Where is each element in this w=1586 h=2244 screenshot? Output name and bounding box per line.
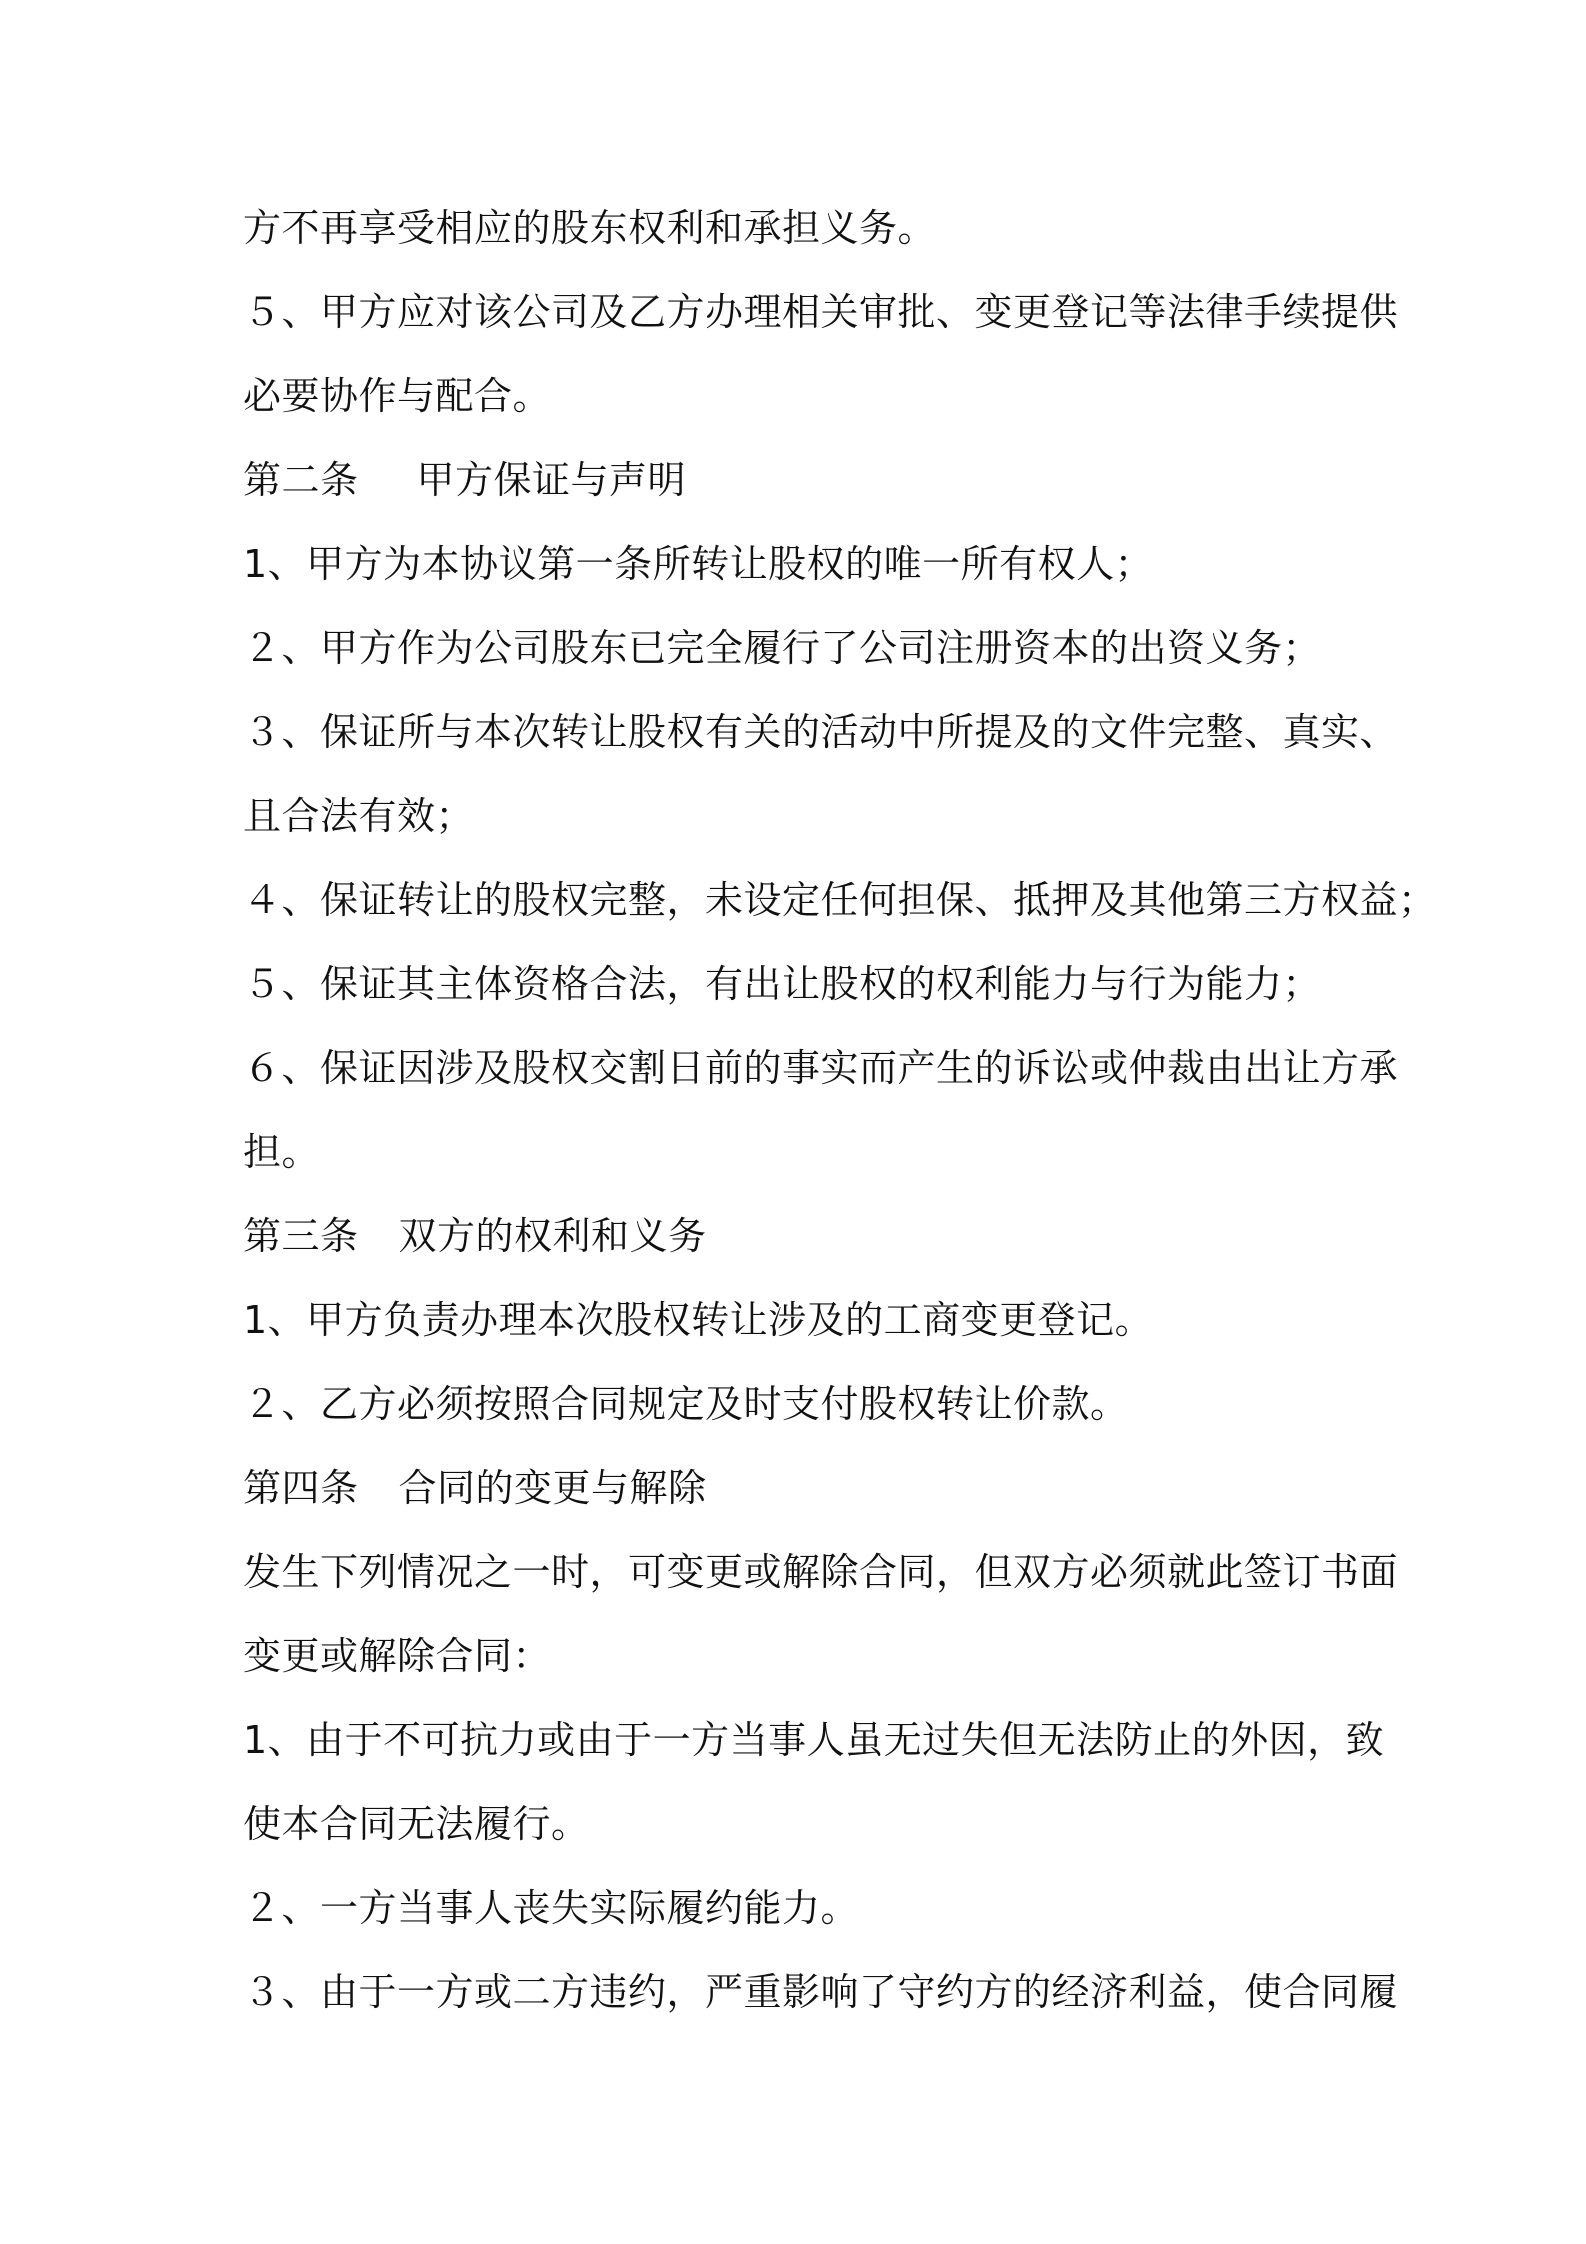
article-heading-4 — [243, 1465, 1373, 1511]
list-item: ２、甲方作为公司股东已完全履行了公司注册资本的出资义务； — [243, 626, 1322, 670]
paragraph-line: 使本合同无法履行。 — [243, 1802, 590, 1846]
list-item: ６、保证因涉及股权交割日前的事实而产生的诉讼或仲裁由出让方承 — [243, 1046, 1399, 1090]
list-item: ３、由于一方或二方违约，严重影响了守约方的经济利益，使合同履 — [243, 1970, 1399, 2014]
paragraph-line: 发生下列情况之一时，可变更或解除合同，但双方必须就此签订书面 — [243, 1550, 1399, 1594]
list-item: ２、乙方必须按照合同规定及时支付股权转让价款。 — [243, 1382, 1129, 1426]
article-heading-3 — [243, 1213, 1373, 1259]
list-item: ３、保证所与本次转让股权有关的活动中所提及的文件完整、真实、 — [243, 710, 1399, 754]
paragraph-line: ５、甲方应对该公司及乙方办理相关审批、变更登记等法律手续提供 — [243, 290, 1399, 334]
article-number: 第四条 — [243, 1466, 359, 1510]
article-number: 第三条 — [243, 1214, 359, 1258]
list-item: 1、由于不可抗力或由于一方当事人虽无过失但无法防止的外因，致 — [243, 1718, 1385, 1762]
article-heading-2 — [243, 457, 1373, 503]
article-title: 甲方保证与声明 — [416, 458, 687, 502]
list-item: 1、甲方负责办理本次股权转让涉及的工商变更登记。 — [243, 1298, 1154, 1342]
article-title: 合同的变更与解除 — [398, 1466, 707, 1510]
paragraph-line: 必要协作与配合。 — [243, 374, 552, 418]
list-item: 1、甲方为本协议第一条所转让股权的唯一所有权人； — [243, 542, 1154, 586]
paragraph-line: 且合法有效； — [243, 794, 475, 838]
paragraph-line: 方不再享受相应的股东权利和承担义务。 — [243, 206, 937, 250]
list-item: ４、保证转让的股权完整，未设定任何担保、抵押及其他第三方权益； — [243, 878, 1437, 922]
list-item: ２、一方当事人丧失实际履约能力。 — [243, 1886, 860, 1930]
paragraph-line: 担。 — [243, 1130, 321, 1174]
article-number: 第二条 — [243, 458, 359, 502]
paragraph-line: 变更或解除合同： — [243, 1634, 552, 1678]
article-title: 双方的权利和义务 — [398, 1214, 707, 1258]
list-item: ５、保证其主体资格合法，有出让股权的权利能力与行为能力； — [243, 962, 1322, 1006]
